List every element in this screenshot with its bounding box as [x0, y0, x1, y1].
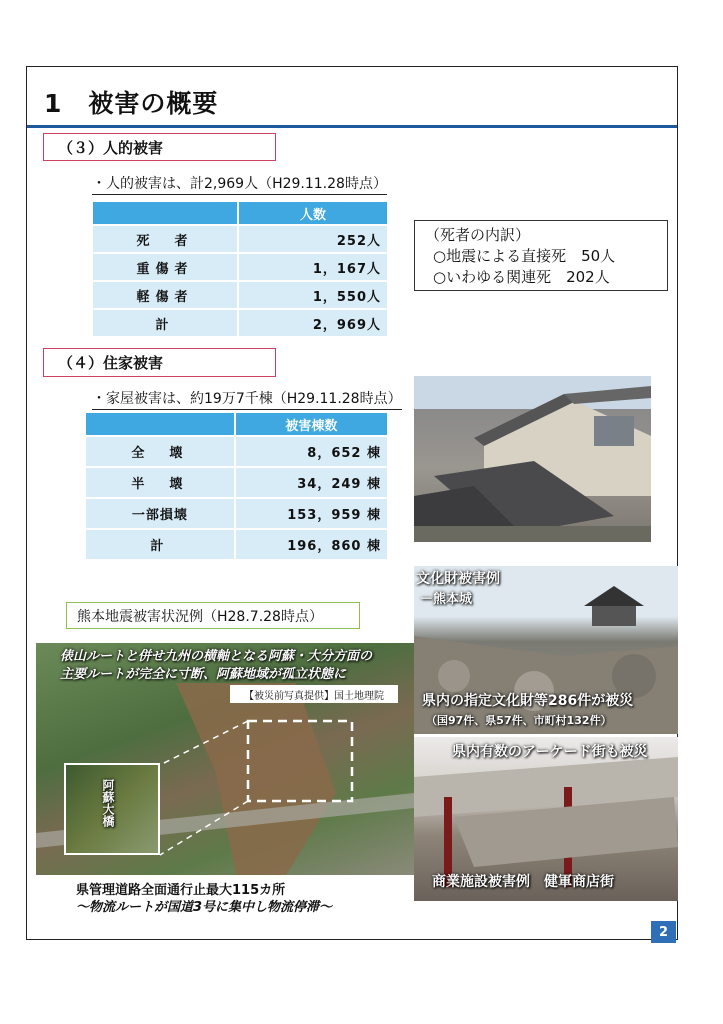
arcade-subcaption: 商業施設被害例 健軍商店街 [432, 874, 614, 890]
castle-detail: （国97件、県57件、市町村132件） [426, 714, 612, 727]
casualty-summary: ・人的被害は、計2,969人（H29.11.28時点） [92, 173, 387, 195]
table-row [86, 498, 388, 529]
breakdown-related: ○いわゆる関連死 202人 [433, 268, 610, 286]
row-label: 全 壊 [86, 436, 235, 467]
bridge-before-inset [64, 763, 160, 855]
table-row [86, 436, 388, 467]
page-number: 2 [651, 921, 676, 943]
housing-summary: ・家屋被害は、約19万7千棟（H29.11.28時点） [92, 388, 402, 410]
row-label: 重傷者 [93, 253, 238, 281]
row-value: 1，550人 [238, 281, 388, 309]
housing-header: 被害棟数 [235, 413, 388, 436]
casualty-table [93, 202, 389, 336]
row-label: 死 者 [93, 225, 238, 253]
row-value: 196，860 棟 [235, 529, 388, 559]
aso-aerial-photo [36, 643, 414, 875]
collapsed-house-photo [414, 376, 651, 542]
casualty-header-blank [93, 202, 238, 225]
damage-photos-caption: 熊本地震被害状況例（H28.7.28時点） [66, 602, 360, 629]
housing-header-blank [86, 413, 235, 436]
castle-title: 文化財被害例 [416, 571, 500, 587]
death-breakdown-box [414, 220, 668, 291]
logistics-caption: ～物流ルートが国道3号に集中し物流停滞～ [76, 900, 333, 915]
table-row [93, 281, 388, 309]
breakdown-direct: ○地震による直接死 50人 [433, 247, 616, 265]
kengun-arcade-photo [414, 737, 678, 901]
section-3-heading: （３）人的被害 [43, 133, 276, 161]
road-caption: 県管理道路全面通行止最大115カ所 [76, 883, 286, 898]
row-value: 252人 [238, 225, 388, 253]
section-4-heading: （４）住家被害 [43, 348, 276, 377]
arcade-caption: 県内有数のアーケード街も被災 [452, 744, 648, 760]
row-value: 34，249 棟 [235, 467, 388, 498]
row-value: 2，969人 [238, 309, 388, 336]
row-value: 153，959 棟 [235, 498, 388, 529]
table-row [86, 467, 388, 498]
kumamoto-castle-photo [414, 566, 678, 734]
table-row [93, 225, 388, 253]
photo-credit: 【被災前写真提供】国土地理院 [230, 685, 398, 703]
breakdown-title: （死者の内訳） [425, 226, 531, 244]
aso-overlay-line1: 俵山ルートと併せ九州の横軸となる阿蘇・大分方面の [60, 649, 373, 664]
housing-table [86, 413, 389, 559]
castle-caption: 県内の指定文化財等286件が被災 [422, 693, 634, 709]
casualty-header: 人数 [238, 202, 388, 225]
row-label: 計 [93, 309, 238, 336]
row-label: 半 壊 [86, 467, 235, 498]
row-label: 計 [86, 529, 235, 559]
house-illustration [414, 376, 651, 542]
bridge-label: 阿蘇大橋 [101, 779, 115, 827]
castle-subtitle: －熊本城 [420, 592, 473, 607]
table-row [86, 529, 388, 559]
page-title: 1 被害の概要 [44, 89, 219, 118]
row-value: 1，167人 [238, 253, 388, 281]
table-row [93, 309, 388, 336]
row-label: 軽傷者 [93, 281, 238, 309]
table-row [93, 253, 388, 281]
aso-overlay-line2: 主要ルートが完全に寸断、阿蘇地域が孤立状態に [60, 667, 347, 682]
row-value: 8，652 棟 [235, 436, 388, 467]
row-label: 一部損壊 [86, 498, 235, 529]
